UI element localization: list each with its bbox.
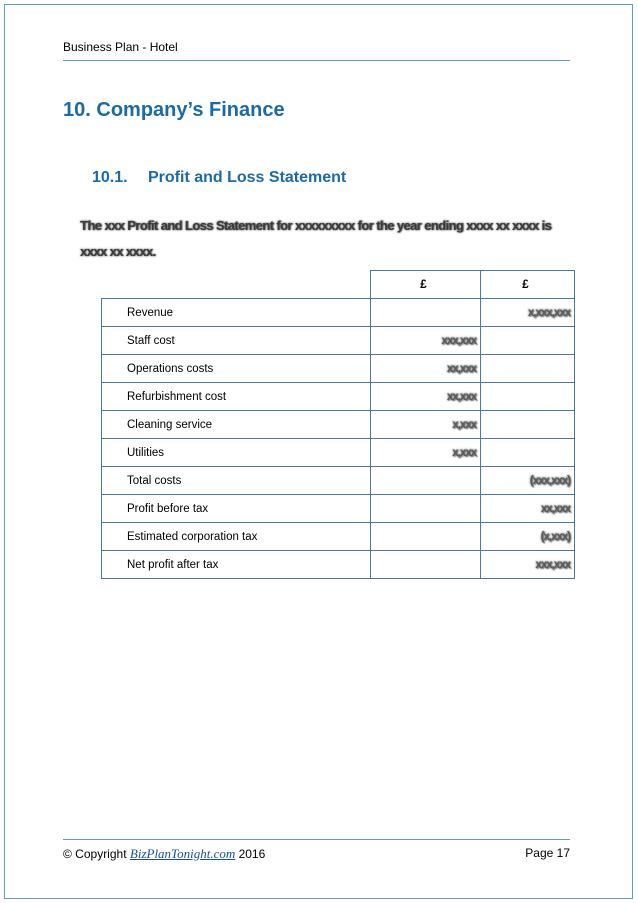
row-value-b	[481, 383, 575, 411]
profit-loss-table	[101, 270, 575, 579]
table-row	[102, 411, 575, 439]
table-row	[102, 355, 575, 383]
table-row	[102, 551, 575, 579]
table-row	[102, 467, 575, 495]
row-value-b: x,xxx,xxx	[481, 299, 575, 327]
row-value-a	[371, 495, 481, 523]
row-label: Refurbishment cost	[102, 383, 371, 411]
row-label: Utilities	[102, 439, 371, 467]
row-value-a: xx,xxx	[371, 383, 481, 411]
table-row	[102, 495, 575, 523]
intro-paragraph	[80, 213, 570, 265]
footer-copyright	[63, 846, 265, 862]
footer-divider	[63, 839, 570, 840]
row-value-b	[481, 327, 575, 355]
row-value-a: x,xxx	[371, 439, 481, 467]
row-value-b	[481, 439, 575, 467]
row-value-a	[371, 551, 481, 579]
row-value-a: x,xxx	[371, 411, 481, 439]
table-row	[102, 523, 575, 551]
row-label: Staff cost	[102, 327, 371, 355]
row-value-a	[371, 299, 481, 327]
table-row	[102, 299, 575, 327]
row-label: Profit before tax	[102, 495, 371, 523]
copyright-year: 2016	[238, 847, 266, 861]
section-title: Company’s Finance	[96, 99, 285, 121]
table-row	[102, 383, 575, 411]
row-value-a	[371, 467, 481, 495]
section-heading	[63, 99, 285, 122]
row-value-b: xx,xxx	[481, 495, 575, 523]
row-value-b	[481, 355, 575, 383]
row-label: Estimated corporation tax	[102, 523, 371, 551]
row-value-b: (x,xxx)	[481, 523, 575, 551]
subsection-number: 10.1.	[92, 169, 128, 186]
table-row	[102, 327, 575, 355]
row-value-a: xxx,xxx	[371, 327, 481, 355]
row-value-b: (xxx,xxx)	[481, 467, 575, 495]
row-label: Total costs	[102, 467, 371, 495]
table-header-row	[102, 271, 575, 299]
table-row	[102, 439, 575, 467]
row-value-a: xx,xxx	[371, 355, 481, 383]
section-number: 10.	[63, 99, 91, 121]
running-header: Business Plan - Hotel	[63, 40, 178, 54]
subsection-title: Profit and Loss Statement	[148, 169, 347, 186]
row-value-b: xxx,xxx	[481, 551, 575, 579]
copyright-prefix: © Copyright	[63, 847, 127, 861]
page-number: Page 17	[525, 846, 570, 860]
row-label: Net profit after tax	[102, 551, 371, 579]
row-label: Operations costs	[102, 355, 371, 383]
intro-line-2: xxxx xx xxxx.	[80, 244, 156, 259]
header-divider	[63, 60, 570, 61]
table-header-label	[102, 271, 371, 299]
site-link[interactable]: BizPlanTonight.com	[129, 846, 236, 861]
row-value-b	[481, 411, 575, 439]
intro-line-1: The xxx Profit and Loss Statement for xxxxxxxxx for the year ending xxxx xx xxxx is	[80, 218, 552, 233]
row-value-a	[371, 523, 481, 551]
subsection-heading	[92, 169, 346, 187]
table-header-currency-a: £	[371, 271, 481, 299]
row-label: Cleaning service	[102, 411, 371, 439]
table-header-currency-b: £	[481, 271, 575, 299]
row-label: Revenue	[102, 299, 371, 327]
